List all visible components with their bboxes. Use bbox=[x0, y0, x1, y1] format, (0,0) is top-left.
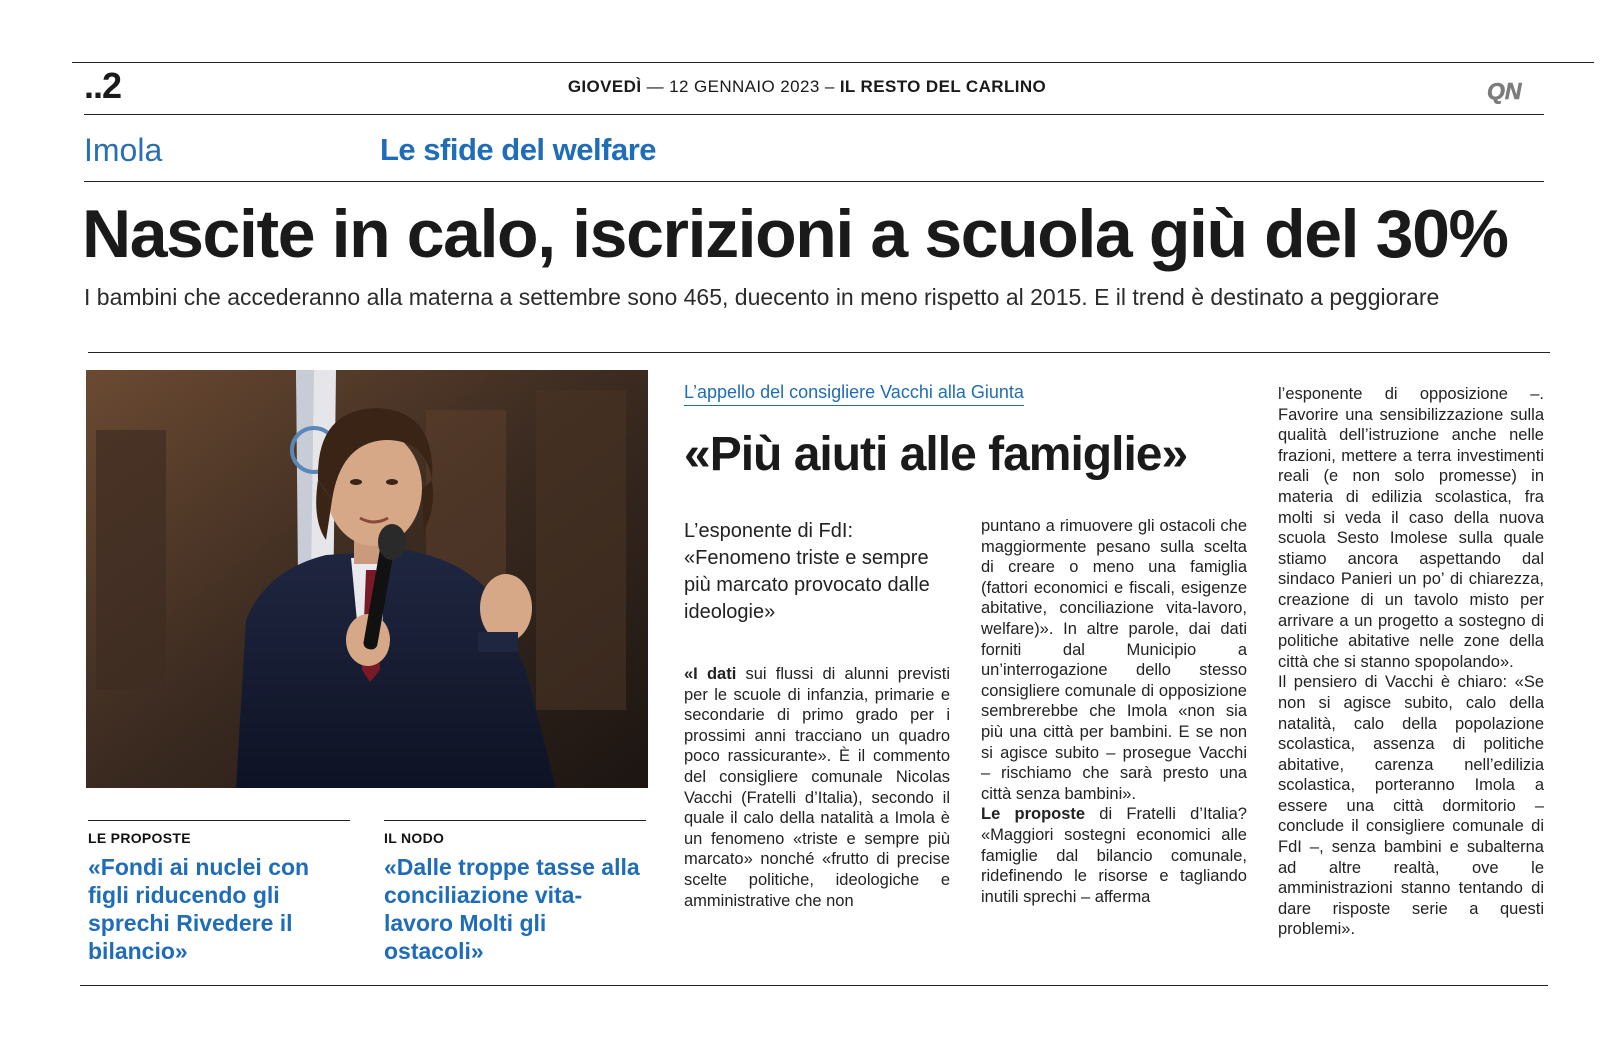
lead-in: «I dati bbox=[684, 665, 737, 683]
box-issue bbox=[384, 820, 646, 965]
issue-date: 12 GENNAIO 2023 bbox=[669, 77, 820, 96]
masthead bbox=[0, 76, 1614, 98]
article-title: «Più aiuti alle famiglie» bbox=[684, 428, 1188, 481]
dash: – bbox=[824, 77, 835, 96]
box-kicker: LE PROPOSTE bbox=[88, 830, 191, 846]
lead-in: Le proposte bbox=[981, 805, 1086, 824]
dash: — bbox=[646, 77, 664, 96]
column-text: Il pensiero di Vacchi è chiaro: «Se non si agisce subito, calo della natalità, calo della popolazione scolastica, assenza di politiche abitative, carenza nell’edilizia scolastica, porteranno Imola a essere una città dormitorio – conclude il consigliere comunale di FdI –, senza bambini e subalterna ad altre realtà, ove le amministrazioni stanno tentando di dare risposte serie a questi problemi». bbox=[1278, 673, 1544, 939]
article-lead: L’esponente di FdI: «Fenomeno triste e sempre più marcato provocato dalle ideologie» bbox=[684, 520, 930, 623]
headline-rule bbox=[88, 352, 1550, 353]
box-quote: «Dalle troppe tasse alla conciliazione vita-lavoro Molti gli ostacoli» bbox=[384, 854, 640, 964]
box-rule bbox=[384, 820, 646, 821]
article-column-2 bbox=[981, 516, 1247, 907]
header-rule bbox=[84, 114, 1544, 115]
page-headline: Nascite in calo, iscrizioni a scuola giù del 30% bbox=[82, 196, 1508, 272]
box-quote: «Fondi ai nuclei con figli riducendo gli sprechi Rivedere il bilancio» bbox=[88, 854, 310, 964]
column-text: l’esponente di opposizione –. Favorire una sensibilizzazione sulla qualità dell’istruzione anche nelle frazioni, mettere a terra investimenti reali (e non solo promesse) in materia di edilizia scolastica, fra molti si veda il caso della nuova scuola Sesto Imolese sulla quale stiamo ancora aspettando dal sindaco Panieri un po’ di chiarezza, creazione di un tavolo misto per arrivare a un progetto a sostegno di politiche abitative nelle zone della città che si stanno spopolando». bbox=[1278, 385, 1544, 671]
speaker-photo bbox=[86, 370, 648, 788]
page-subheadline: I bambini che accederanno alla materna a settembre sono 465, duecento in meno rispetto al 2015. E il trend è destinato a peggiorare bbox=[84, 284, 1440, 310]
column-text: di Fratelli d’Italia? «Maggiori sostegni economici alle famiglie dal bilancio comunale, ridefinendo le risorse e tagliando inutili sprechi – afferma bbox=[981, 805, 1247, 906]
box-kicker: IL NODO bbox=[384, 830, 445, 846]
article-column-1 bbox=[684, 664, 950, 911]
bottom-rule bbox=[80, 985, 1548, 986]
box-rule bbox=[88, 820, 350, 821]
column-text: sui flussi di alunni previsti per le scuole di infanzia, primarie e secondarie di primo grado per i prossimi anni tracciano un quadro poco rassicurante». È il commento del consigliere comunale Nicolas Vacchi (Fratelli d’Italia), secondo il quale il calo della natalità a Imola è un fenomeno «triste e sempre più marcato» nonché «frutto di precise scelte politiche, ideologiche e amministrative che non bbox=[684, 665, 950, 910]
topic-label: Le sfide del welfare bbox=[380, 132, 656, 167]
page-number: ..2 bbox=[84, 65, 122, 106]
section-name: Imola bbox=[84, 132, 163, 168]
article-kicker: L’appello del consigliere Vacchi alla Giunta bbox=[684, 380, 1024, 406]
newspaper-name: IL RESTO DEL CARLINO bbox=[839, 77, 1047, 96]
section-rule bbox=[84, 181, 1544, 182]
article-column-3 bbox=[1278, 384, 1544, 940]
weekday: GIOVEDÌ bbox=[567, 77, 642, 96]
box-proposals bbox=[88, 820, 350, 965]
column-text: puntano a rimuovere gli ostacoli che maggiormente pesano sulla scelta di creare o meno una famiglia (fattori economici e fiscali, esigenze abitative, conciliazione vita-lavoro, welfare)». In altre parole, dai dati forniti dal Municipio a un’interrogazione dello stesso consigliere comunale di opposizione sembrerebbe che Imola «non sia più una città per bambini. E se non si agisce subito – prosegue Vacchi – rischiamo che sarà presto una città senza bambini». bbox=[981, 517, 1247, 803]
qn-logo-icon bbox=[1486, 78, 1546, 104]
svg-text:QN: QN bbox=[1487, 78, 1522, 104]
top-rule bbox=[72, 62, 1594, 63]
